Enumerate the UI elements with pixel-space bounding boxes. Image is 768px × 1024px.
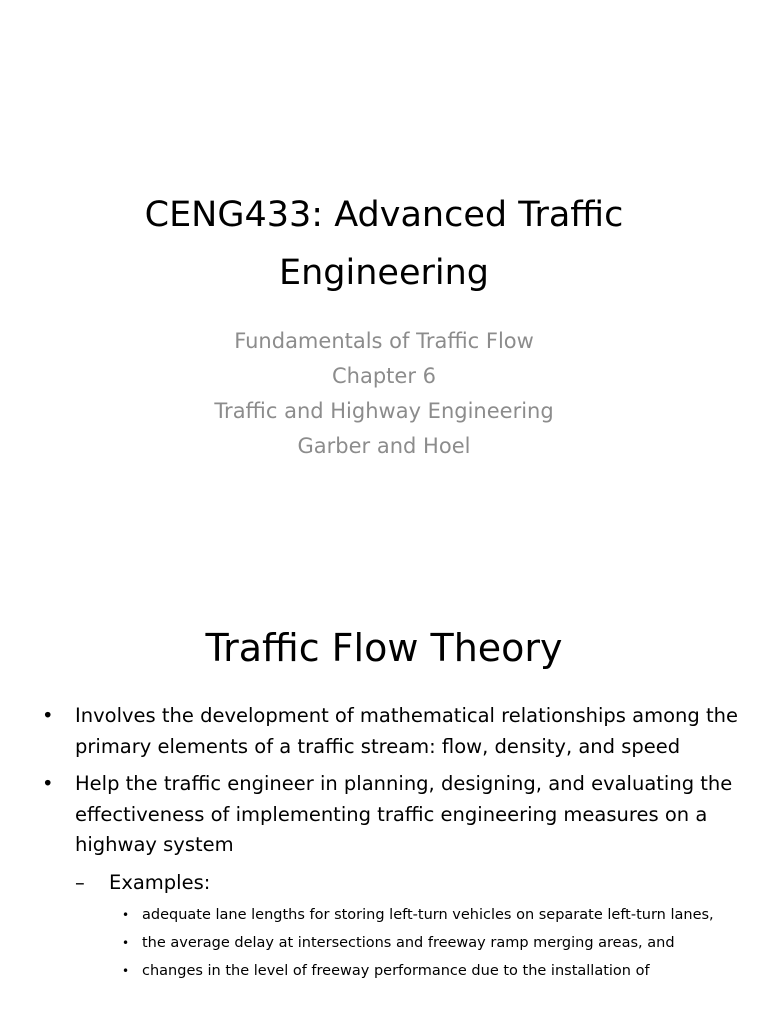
example-text: the average delay at intersections and freeway ramp merging areas, and: [142, 934, 675, 951]
example-item: [40, 904, 740, 927]
bullet-list: [40, 701, 740, 988]
bullet-icon: •: [122, 935, 130, 950]
bullet-text: Involves the development of mathematical relationships among the primary elements of a traffic stream: flow, density, and speed: [75, 704, 738, 758]
slide-traffic-flow-theory: [0, 576, 768, 1024]
slide-heading: Traffic Flow Theory: [205, 626, 563, 670]
example-text: adequate lane lengths for storing left-turn vehicles on separate left-turn lanes,: [142, 906, 714, 923]
subtitle-line: Chapter 6: [332, 364, 436, 388]
subtitle-line: Fundamentals of Traffic Flow: [234, 329, 534, 353]
bullet-text: Help the traffic engineer in planning, designing, and evaluating the effectiveness of implementing traffic engineering measures on a highway system: [75, 772, 733, 856]
sub-bullet-item: [40, 868, 740, 898]
example-item: [40, 960, 740, 983]
bullet-item: [40, 701, 740, 762]
subtitle-line: Garber and Hoel: [297, 434, 471, 458]
subtitle-line: Traffic and Highway Engineering: [214, 399, 554, 423]
bullet-icon: •: [42, 772, 54, 795]
bullet-icon: •: [42, 704, 54, 727]
slide-subtitle: [60, 324, 708, 464]
sub-bullet-text: Examples:: [109, 870, 211, 894]
example-text: changes in the level of freeway performance due to the installation of: [142, 962, 650, 979]
example-item: [40, 932, 740, 955]
bullet-icon: •: [122, 963, 130, 978]
bullet-icon: •: [122, 907, 130, 922]
dash-icon: –: [75, 870, 85, 894]
slide-title-heading: [60, 186, 708, 302]
bullet-item: [40, 769, 740, 861]
title-line-1: CENG433: Advanced Traffic: [144, 195, 624, 235]
title-line-2: Engineering: [279, 253, 489, 293]
